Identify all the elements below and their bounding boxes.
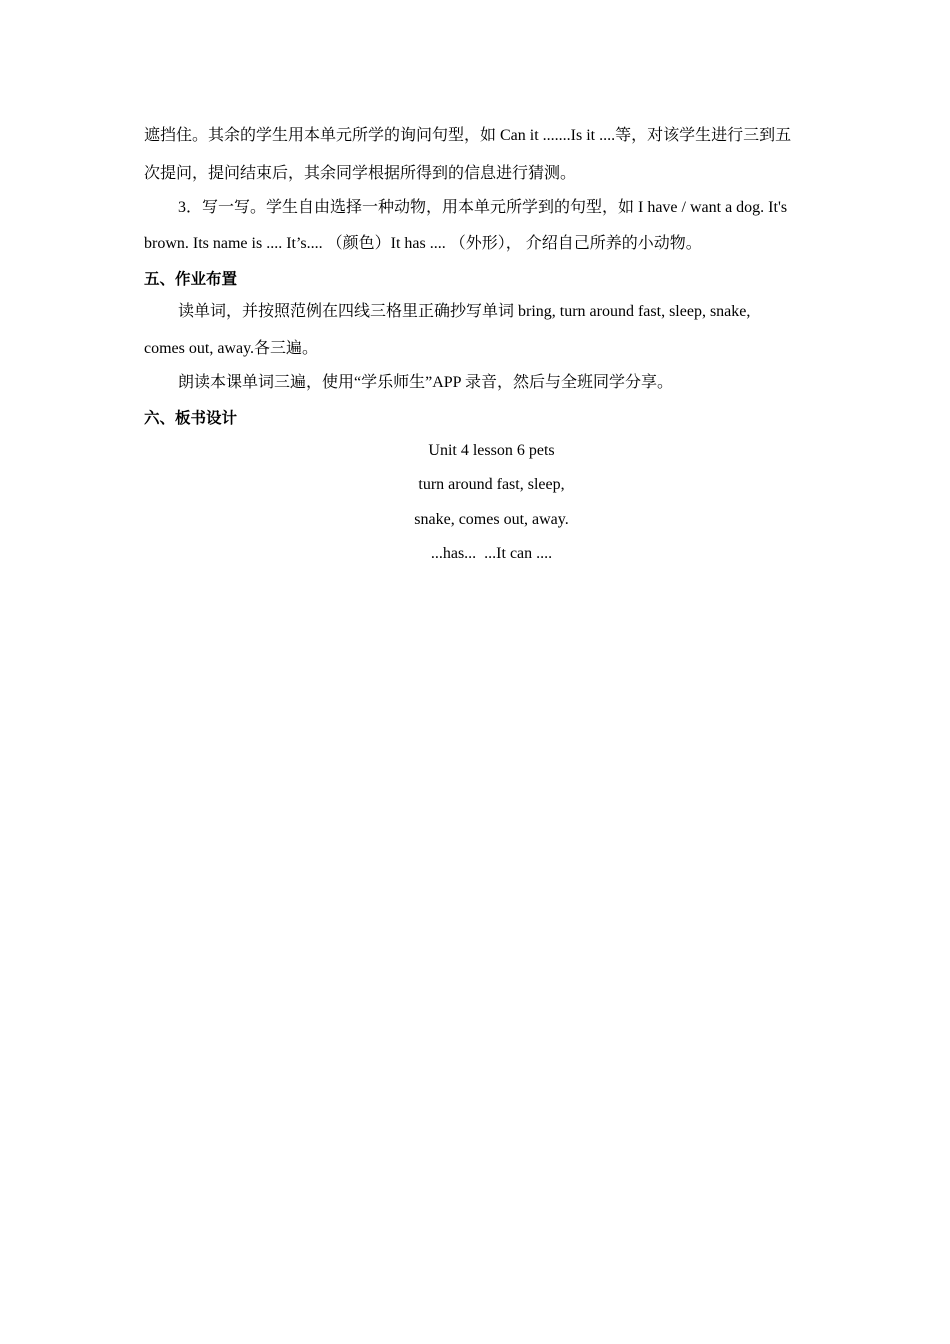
paragraph-line: brown. Its name is .... It’s.... （颜色）It has .... （外形）， 介绍自己所养的小动物。 [144, 235, 702, 252]
paragraph-line: 遮挡住。其余的学生用本单元所学的询问句型，如 Can it .......Is it ....等，对该学生进行三到五 [144, 127, 792, 144]
homework-line: 读单词，并按照范例在四线三格里正确抄写单词 bring, turn around fast, sleep, snake, [178, 303, 751, 320]
homework-line: comes out, away.各三遍。 [144, 340, 319, 357]
board-line: ...has... ...It can .... [430, 545, 553, 562]
paragraph-line: 3．写一写。学生自由选择一种动物，用本单元所学到的句型，如 I have / want a dog. It's [178, 199, 788, 216]
section-heading-homework: 五、作业布置 [144, 270, 238, 288]
board-line: turn around fast, sleep, [418, 476, 565, 493]
paragraph-line: 次提问，提问结束后，其余同学根据所得到的信息进行猜测。 [144, 165, 577, 182]
board-line: Unit 4 lesson 6 pets [428, 442, 555, 459]
section-heading-board-design: 六、板书设计 [144, 409, 238, 427]
board-line: snake, comes out, away. [414, 511, 569, 528]
homework-line: 朗读本课单词三遍，使用“学乐师生”APP 录音，然后与全班同学分享。 [178, 374, 673, 391]
